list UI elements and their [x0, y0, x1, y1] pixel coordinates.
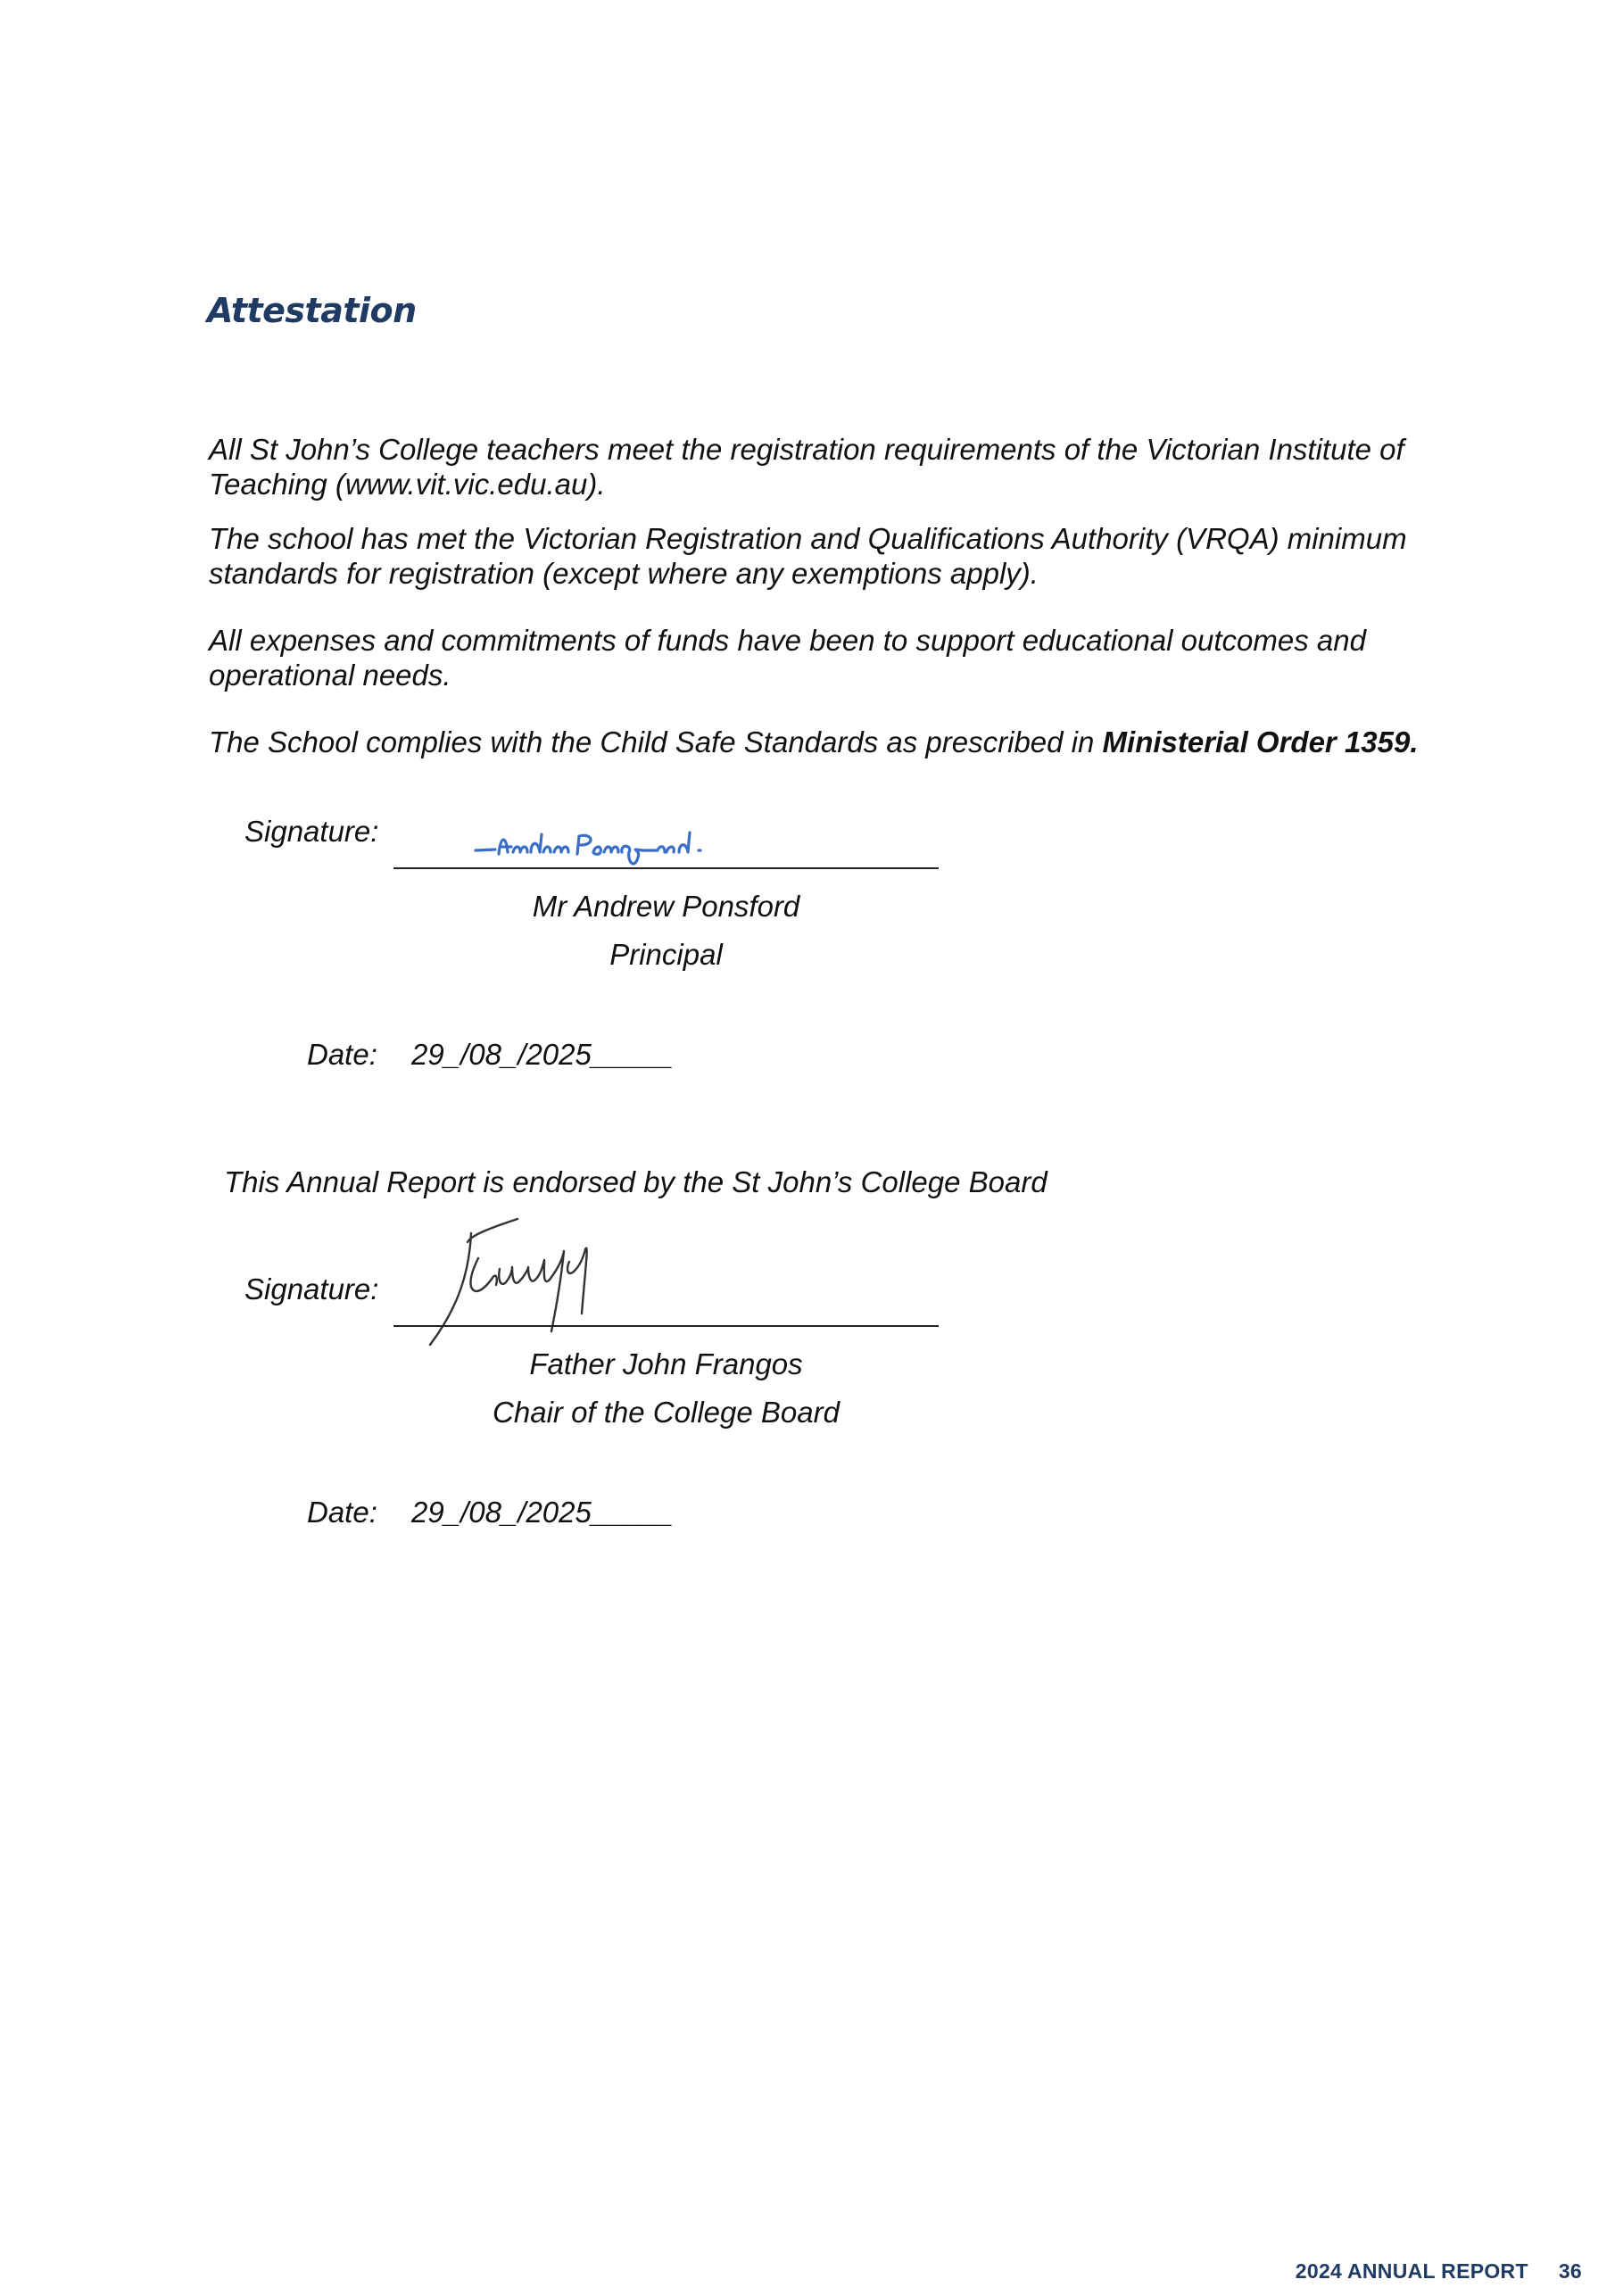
paragraph-teacher-registration: All St John’s College teachers meet the registration requirements of the Victorian Institute of Teaching (www.vit.vic.edu.au).: [209, 433, 1404, 501]
page-title: Attestation: [207, 291, 417, 330]
chair-date: 29_/08_/2025_____: [411, 1496, 674, 1529]
page-footer: [1296, 2259, 1582, 2294]
principal-name: Mr Andrew Ponsford: [532, 890, 800, 923]
chair-signature-line: [393, 1325, 939, 1327]
paragraph-vrqa-standards: The school has met the Victorian Registration and Qualifications Authority (VRQA) minimum standards for registration (except where any exemptions apply).: [209, 522, 1407, 590]
ministerial-order: Ministerial Order 1359.: [1102, 725, 1419, 758]
principal-signature-label: Signature:: [244, 815, 379, 848]
paragraph-child-safe: [209, 725, 1476, 759]
page-number: 36: [1558, 2259, 1582, 2283]
chair-signature-label: Signature:: [244, 1272, 379, 1305]
principal-title: Principal: [609, 938, 723, 971]
principal-date: 29_/08_/2025_____: [411, 1038, 674, 1071]
chair-name: Father John Frangos: [529, 1347, 803, 1380]
child-safe-text: The School complies with the Child Safe Standards as prescribed in: [209, 725, 1103, 758]
principal-signature: [468, 825, 776, 890]
chair-signature: [419, 1215, 678, 1349]
paragraph-expenses: All expenses and commitments of funds have been to support educational outcomes and operational needs.: [209, 624, 1366, 692]
chair-title: Chair of the College Board: [493, 1396, 840, 1429]
principal-date-label: Date:: [307, 1038, 377, 1071]
principal-signature-line: [393, 867, 939, 869]
chair-date-label: Date:: [307, 1496, 377, 1529]
footer-report-title: 2024 ANNUAL REPORT: [1295, 2259, 1528, 2283]
board-endorsement: This Annual Report is endorsed by the St John’s College Board: [224, 1165, 1047, 1198]
